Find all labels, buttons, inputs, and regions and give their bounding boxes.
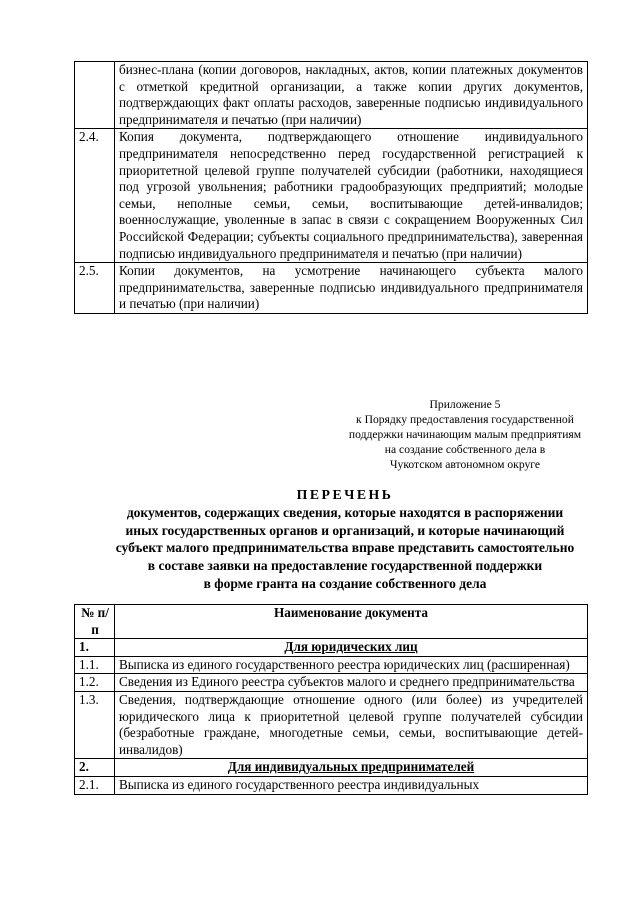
appendix-line: поддержки начинающим малым предприятиям bbox=[348, 428, 582, 441]
section-title: Для юридических лиц bbox=[115, 639, 588, 657]
title-heading: ПЕРЕЧЕНЬ bbox=[296, 487, 394, 502]
appendix-line: Приложение 5 bbox=[429, 398, 501, 411]
document-title bbox=[60, 486, 630, 593]
title-line: в составе заявки на предоставление государственной поддержки bbox=[147, 558, 543, 574]
documents-table-continued bbox=[74, 61, 588, 314]
table-row bbox=[75, 776, 588, 794]
table-row bbox=[75, 674, 588, 692]
appendix-line: к Порядку предоставления государственной bbox=[356, 413, 574, 426]
table-row bbox=[75, 129, 588, 263]
row-number: 2.5. bbox=[75, 263, 115, 314]
row-number bbox=[75, 62, 115, 129]
row-number: 2.4. bbox=[75, 129, 115, 263]
appendix-line: на создание собственного дела в bbox=[384, 443, 546, 456]
row-text: бизнес-плана (копии договоров, накладных, актов, копии платежных документов с отметкой кредитной организации, а также копии других документов, подтверждающих факт оплаты расходов, заверенные подписью индивидуального предпринимателя и печатью (при наличии) bbox=[115, 62, 588, 129]
title-line: в форме гранта на создание собственного дела bbox=[203, 575, 487, 591]
header-number: № п/п bbox=[75, 605, 115, 639]
appendix-note bbox=[320, 397, 610, 472]
row-text: Сведения, подтверждающие отношение одного (или более) из учредителей юридического лица к приоритетной целевой группе получателей субсидии (безработные граждане, многодетные семьи, семьи, воспитывающие детей-инвалидов) bbox=[115, 691, 588, 758]
row-number: 1.1. bbox=[75, 656, 115, 674]
documents-list-table bbox=[74, 604, 588, 795]
section-row bbox=[75, 759, 588, 777]
table-row bbox=[75, 691, 588, 758]
table-row bbox=[75, 656, 588, 674]
section-title: Для индивидуальных предпринимателей bbox=[115, 759, 588, 777]
row-text: Копия документа, подтверждающего отношение индивидуального предпринимателя непосредственно перед государственной регистрацией к приоритетной целевой группе получателей субсидии (работники, находящиеся под угрозой увольнения; работники градообразующих предприятий; молодые семьи, неполные семьи, семьи, воспитывающие детей-инвалидов; военнослужащие, уволенные в запас в связи с сокращением Вооруженных Сил Российской Федерации; субъекты социального предпринимательства), заверенная подписью индивидуального предпринимателя и печатью (при наличии) bbox=[115, 129, 588, 263]
section-number: 2. bbox=[75, 759, 115, 777]
row-text: Копии документов, на усмотрение начинающего субъекта малого предпринимательства, заверенные подписью индивидуального предпринимателя и печатью (при наличии) bbox=[115, 263, 588, 314]
section-row bbox=[75, 639, 588, 657]
row-text: Выписка из единого государственного реестра индивидуальных bbox=[115, 776, 588, 794]
header-name: Наименование документа bbox=[115, 605, 588, 639]
table-row bbox=[75, 62, 588, 129]
row-number: 1.2. bbox=[75, 674, 115, 692]
title-line: субъект малого предпринимательства вправе представить самостоятельно bbox=[115, 540, 575, 556]
row-text: Выписка из единого государственного реестра юридических лиц (расширенная) bbox=[115, 656, 588, 674]
row-number: 2.1. bbox=[75, 776, 115, 794]
section-number: 1. bbox=[75, 639, 115, 657]
row-text: Сведения из Единого реестра субъектов малого и среднего предпринимательства bbox=[115, 674, 588, 692]
table-header-row bbox=[75, 605, 588, 639]
table-row bbox=[75, 263, 588, 314]
appendix-line: Чукотском автономном округе bbox=[389, 458, 541, 471]
title-line: документов, содержащих сведения, которые находятся в распоряжении bbox=[126, 504, 564, 520]
title-line: иных государственных органов и организаций, и которые начинающий bbox=[125, 522, 565, 538]
row-number: 1.3. bbox=[75, 691, 115, 758]
